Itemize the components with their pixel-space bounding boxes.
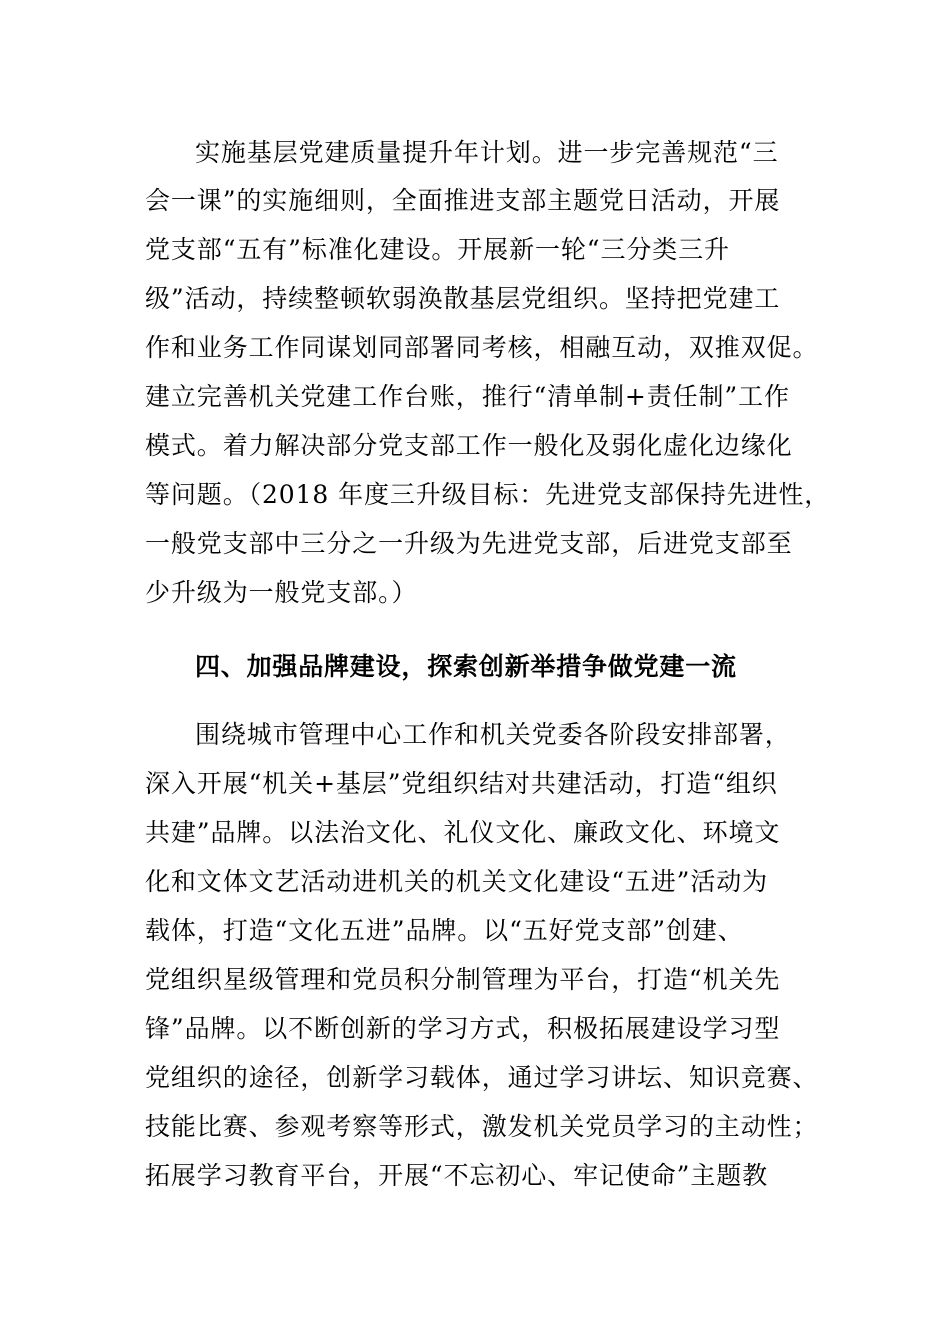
- paragraph-2-line: 围绕城市管理中心工作和机关党委各阶段安排部署，: [195, 720, 791, 749]
- paragraph-1-line: 实施基层党建质量提升年计划。进一步完善规范“三: [195, 138, 779, 167]
- paragraph-2-line: 化和文体文艺活动进机关的机关文化建设“五进”活动为: [145, 867, 769, 896]
- paragraph-2-line: 技能比赛、参观考察等形式，激发机关党员学习的主动性；: [145, 1112, 819, 1141]
- paragraph-1-line: 级”活动，持续整顿软弱涣散基层党组织。坚持把党建工: [145, 284, 781, 313]
- paragraph-1-line: 等问题。（2018 年度三升级目标：先进党支部保持先进性，: [145, 480, 831, 509]
- paragraph-2-line: 深入开展“机关+基层”党组织结对共建活动，打造“组织: [145, 769, 778, 798]
- paragraph-1-line: 党支部“五有”标准化建设。开展新一轮“三分类三升: [145, 235, 730, 264]
- paragraph-2-line: 拓展学习教育平台，开展“不忘初心、牢记使命”主题教: [145, 1161, 769, 1190]
- section-heading: 四、加强品牌建设，探索创新举措争做党建一流: [195, 652, 737, 681]
- paragraph-1-line: 一般党支部中三分之一升级为先进党支部，后进党支部至: [145, 529, 793, 558]
- paragraph-1-line: 作和业务工作同谋划同部署同考核，相融互动，双推双促。: [145, 333, 819, 362]
- paragraph-1-line: 少升级为一般党支部。）: [145, 578, 418, 607]
- paragraph-1-line: 建立完善机关党建工作台账，推行“清单制+责任制”工作: [145, 382, 790, 411]
- paragraph-2-line: 载体，打造“文化五进”品牌。以“五好党支部”创建、: [145, 916, 744, 945]
- paragraph-2-line: 党组织星级管理和党员积分制管理为平台，打造“机关先: [145, 965, 781, 994]
- paragraph-1-line: 会一课”的实施细则，全面推进支部主题党日活动，开展: [145, 186, 781, 215]
- paragraph-1-line: 模式。着力解决部分党支部工作一般化及弱化虚化边缘化: [145, 431, 793, 460]
- paragraph-2-line: 共建”品牌。以法治文化、礼仪文化、廉政文化、环境文: [145, 818, 781, 847]
- paragraph-2-line: 党组织的途径，创新学习载体，通过学习讲坛、知识竞赛、: [145, 1063, 819, 1092]
- paragraph-2-line: 锋”品牌。以不断创新的学习方式，积极拓展建设学习型: [145, 1014, 781, 1043]
